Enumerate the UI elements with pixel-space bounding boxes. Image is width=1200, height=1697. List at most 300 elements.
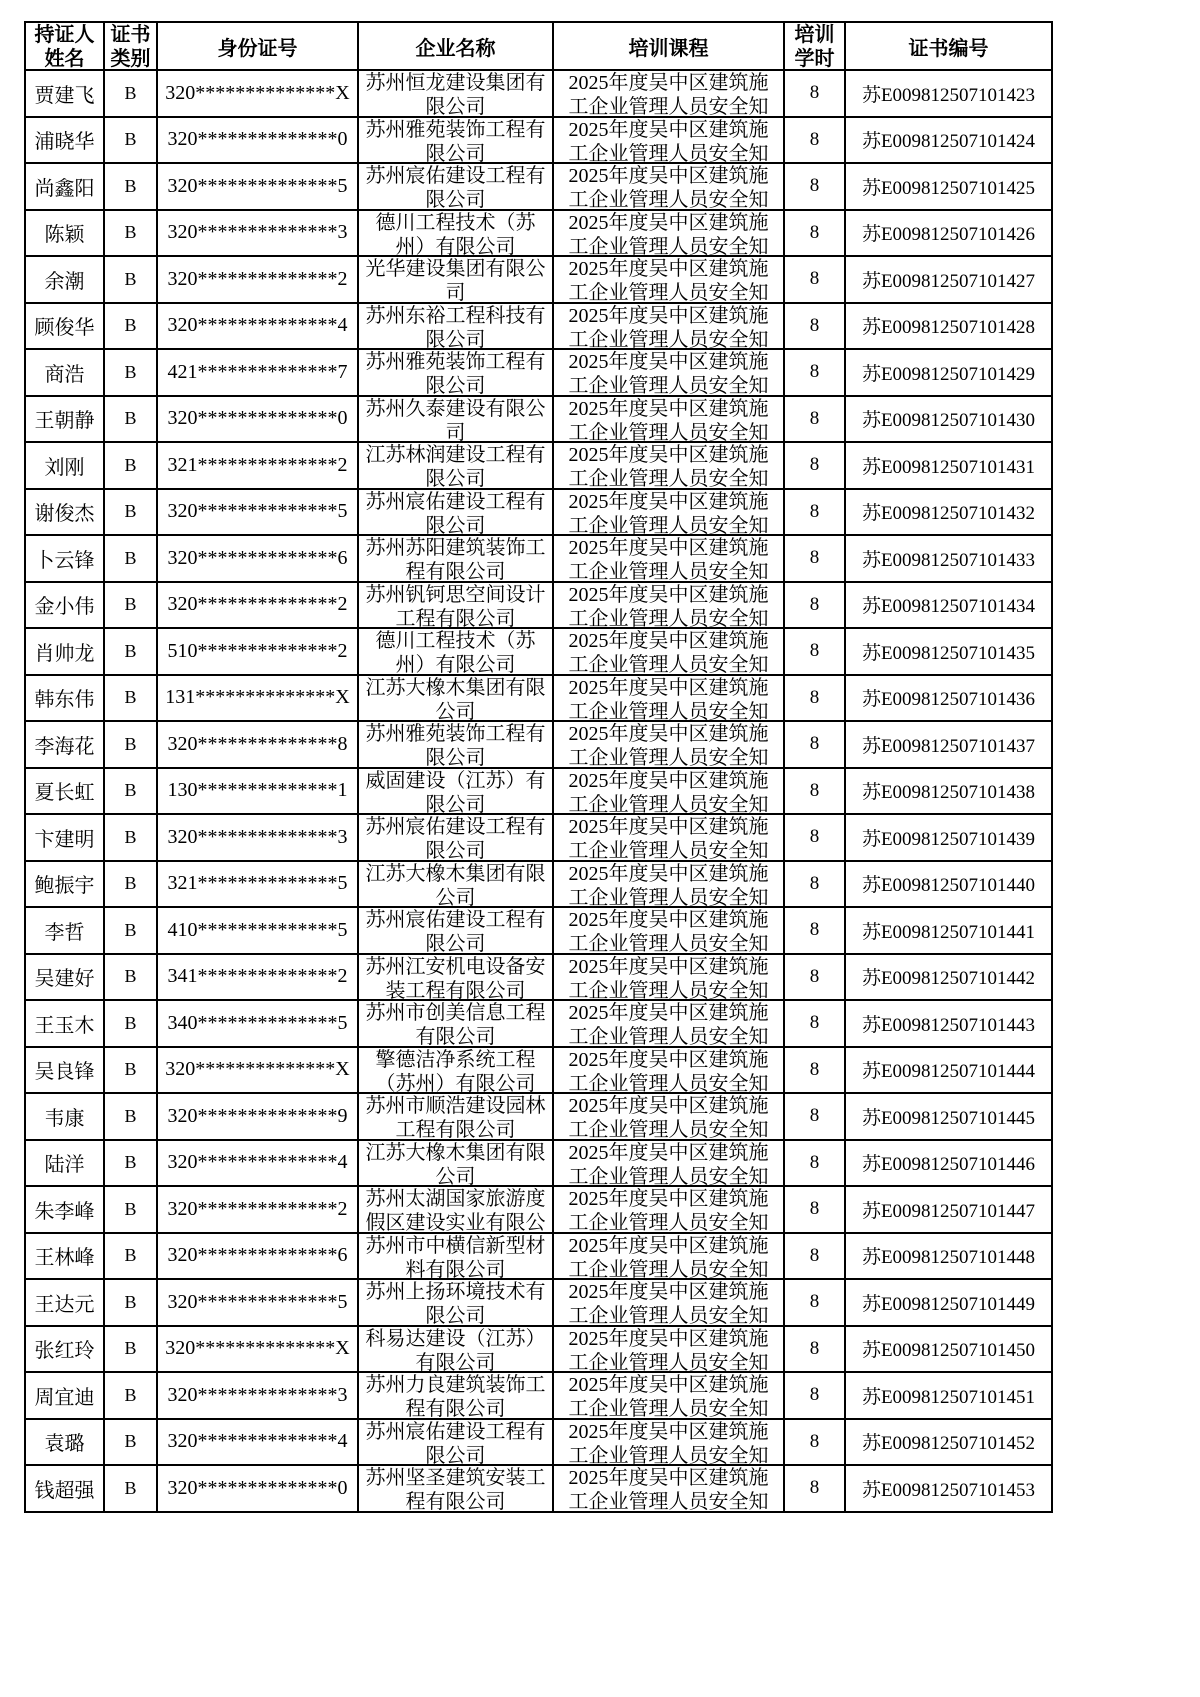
company-name: 苏州市中横信新型材 料有限公司 (365, 1234, 546, 1278)
table-row (25, 954, 1052, 1001)
id-number-cell (157, 163, 358, 210)
holder-name: 鲍振宇 (34, 875, 95, 898)
company-name: 科易达建设（江苏） 有限公司 (365, 1327, 546, 1371)
training-course-cell (553, 954, 784, 1001)
training-course: 2025年度吴中区建筑施 工企业管理人员安全知 (568, 909, 769, 953)
category-cell (104, 814, 157, 861)
header-company: 企业名称 (415, 37, 496, 60)
category-cell (104, 1000, 157, 1047)
holder-name-cell (25, 721, 104, 768)
certificate-number: 苏E009812507101443 (861, 1014, 1036, 1036)
company-name: 苏州恒龙建设集团有 限公司 (365, 72, 546, 116)
holder-name: 李海花 (34, 735, 95, 758)
training-hours: 8 (809, 779, 820, 801)
certificate-number: 苏E009812507101425 (861, 177, 1036, 199)
id-number-cell (157, 489, 358, 536)
training-hours: 8 (809, 872, 820, 894)
id-number: 320**************5 (167, 174, 348, 197)
company-name-cell (358, 1047, 553, 1094)
training-course-cell (553, 303, 784, 350)
holder-name: 夏长虹 (34, 782, 95, 805)
category-cell (104, 628, 157, 675)
company-name: 光华建设集团有限公 司 (365, 258, 546, 302)
id-number-cell (157, 210, 358, 257)
training-hours: 8 (809, 1012, 820, 1034)
certificate-number-cell (845, 582, 1052, 629)
table-row (25, 1140, 1052, 1187)
id-number: 320**************X (165, 81, 350, 104)
certificate-number-cell (845, 907, 1052, 954)
training-hours-cell (784, 1186, 845, 1233)
category: B (124, 1105, 137, 1126)
id-number: 320**************0 (167, 128, 348, 151)
training-course-cell (553, 117, 784, 164)
category-cell (104, 256, 157, 303)
id-number: 341**************2 (167, 965, 348, 988)
id-number-cell (157, 1326, 358, 1373)
holder-name-cell (25, 1140, 104, 1187)
training-course: 2025年度吴中区建筑施 工企业管理人员安全知 (568, 1420, 769, 1464)
category: B (124, 873, 137, 894)
training-course: 2025年度吴中区建筑施 工企业管理人员安全知 (568, 72, 769, 116)
certificate-number: 苏E009812507101451 (861, 1386, 1036, 1408)
training-course: 2025年度吴中区建筑施 工企业管理人员安全知 (568, 1141, 769, 1185)
id-number: 320**************8 (167, 732, 348, 755)
category: B (124, 547, 137, 568)
training-hours: 8 (809, 361, 820, 383)
certificate-number-cell (845, 861, 1052, 908)
training-course: 2025年度吴中区建筑施 工企业管理人员安全知 (568, 304, 769, 348)
certificate-number: 苏E009812507101426 (861, 224, 1036, 246)
table-row (25, 396, 1052, 443)
holder-name-cell (25, 675, 104, 722)
holder-name-cell (25, 489, 104, 536)
category-cell (104, 1233, 157, 1280)
id-number: 320**************5 (167, 500, 348, 523)
category-cell (104, 1186, 157, 1233)
company-name: 江苏大橡木集团有限 公司 (365, 862, 546, 906)
certificate-number-cell (845, 1186, 1052, 1233)
category-cell (104, 582, 157, 629)
company-name: 苏州钒钶思空间设计 工程有限公司 (365, 583, 546, 627)
training-course-cell (553, 1233, 784, 1280)
id-number-cell (157, 1233, 358, 1280)
company-name-cell (358, 1186, 553, 1233)
training-course-cell (553, 535, 784, 582)
id-number-cell (157, 1465, 358, 1512)
id-number: 320**************2 (167, 267, 348, 290)
training-course-cell (553, 1419, 784, 1466)
category-cell (104, 1140, 157, 1187)
holder-name: 王林峰 (34, 1247, 95, 1270)
company-name: 苏州东裕工程科技有 限公司 (365, 304, 546, 348)
company-name-cell (358, 768, 553, 815)
certificate-number-cell (845, 1093, 1052, 1140)
certificate-number-cell (845, 1326, 1052, 1373)
training-hours-cell (784, 1465, 845, 1512)
header-cert-number-cell (845, 22, 1052, 70)
certificate-number: 苏E009812507101423 (861, 84, 1036, 106)
training-course: 2025年度吴中区建筑施 工企业管理人员安全知 (568, 583, 769, 627)
id-number-cell (157, 349, 358, 396)
training-course: 2025年度吴中区建筑施 工企业管理人员安全知 (568, 258, 769, 302)
category-cell (104, 1372, 157, 1419)
category: B (124, 1477, 137, 1498)
table-row (25, 675, 1052, 722)
header-cert-number: 证书编号 (908, 37, 989, 60)
id-number: 320**************3 (167, 221, 348, 244)
category-cell (104, 954, 157, 1001)
training-hours-cell (784, 396, 845, 443)
training-course: 2025年度吴中区建筑施 工企业管理人员安全知 (568, 862, 769, 906)
category-cell (104, 1326, 157, 1373)
training-course-cell (553, 907, 784, 954)
certificate-number-cell (845, 210, 1052, 257)
holder-name-cell (25, 1372, 104, 1419)
training-hours: 8 (809, 826, 820, 848)
category: B (124, 82, 137, 103)
category-cell (104, 70, 157, 117)
holder-name: 王达元 (34, 1293, 95, 1316)
id-number: 320**************4 (167, 1151, 348, 1174)
training-course: 2025年度吴中区建筑施 工企业管理人员安全知 (568, 211, 769, 255)
training-hours-cell (784, 1419, 845, 1466)
training-hours-cell (784, 721, 845, 768)
training-hours: 8 (809, 733, 820, 755)
certificate-number-cell (845, 721, 1052, 768)
company-name: 苏州力良建筑装饰工 程有限公司 (365, 1374, 546, 1418)
certificate-number: 苏E009812507101438 (861, 782, 1036, 804)
certificate-number: 苏E009812507101442 (861, 968, 1036, 990)
company-name: 苏州苏阳建筑装饰工 程有限公司 (365, 537, 546, 581)
company-name-cell (358, 814, 553, 861)
id-number: 320**************4 (167, 1430, 348, 1453)
id-number: 321**************5 (167, 872, 348, 895)
training-course: 2025年度吴中区建筑施 工企业管理人员安全知 (568, 1281, 769, 1325)
id-number: 131**************X (165, 686, 350, 709)
training-course-cell (553, 582, 784, 629)
id-number-cell (157, 535, 358, 582)
id-number: 130**************1 (167, 779, 348, 802)
id-number-cell (157, 1419, 358, 1466)
category: B (124, 1384, 137, 1405)
certificate-number-cell (845, 1140, 1052, 1187)
category-cell (104, 1465, 157, 1512)
table-header (25, 22, 1052, 70)
holder-name-cell (25, 814, 104, 861)
company-name: 江苏林润建设工程有 限公司 (365, 444, 546, 488)
id-number-cell (157, 814, 358, 861)
training-hours-cell (784, 349, 845, 396)
certificate-number: 苏E009812507101430 (861, 410, 1036, 432)
training-course-cell (553, 1047, 784, 1094)
certificate-number-cell (845, 768, 1052, 815)
company-name-cell (358, 721, 553, 768)
company-name-cell (358, 1093, 553, 1140)
certificate-number: 苏E009812507101436 (861, 689, 1036, 711)
training-course-cell (553, 1000, 784, 1047)
id-number: 510**************2 (167, 639, 348, 662)
holder-name-cell (25, 256, 104, 303)
training-course: 2025年度吴中区建筑施 工企业管理人员安全知 (568, 769, 769, 813)
holder-name-cell (25, 1419, 104, 1466)
holder-name: 钱超强 (34, 1479, 95, 1502)
category-cell (104, 1279, 157, 1326)
id-number-cell (157, 256, 358, 303)
header-holder-name: 持证人 姓名 (34, 24, 95, 69)
training-hours: 8 (809, 314, 820, 336)
table-row (25, 1465, 1052, 1512)
certificate-number-cell (845, 1047, 1052, 1094)
company-name: 苏州坚圣建筑安装工 程有限公司 (365, 1467, 546, 1511)
table-row (25, 1326, 1052, 1373)
table-row (25, 1047, 1052, 1094)
training-hours: 8 (809, 221, 820, 243)
company-name: 苏州宸佑建设工程有 限公司 (365, 909, 546, 953)
id-number: 320**************6 (167, 1244, 348, 1267)
table-row (25, 814, 1052, 861)
training-course-cell (553, 814, 784, 861)
training-hours: 8 (809, 454, 820, 476)
category: B (124, 408, 137, 429)
training-hours-cell (784, 163, 845, 210)
category-cell (104, 1093, 157, 1140)
training-hours-cell (784, 256, 845, 303)
table-row (25, 1093, 1052, 1140)
training-course-cell (553, 1372, 784, 1419)
holder-name-cell (25, 1465, 104, 1512)
table-row (25, 861, 1052, 908)
id-number: 321**************2 (167, 453, 348, 476)
certificate-number: 苏E009812507101446 (861, 1154, 1036, 1176)
training-course: 2025年度吴中区建筑施 工企业管理人员安全知 (568, 1048, 769, 1092)
training-hours: 8 (809, 1151, 820, 1173)
holder-name-cell (25, 1279, 104, 1326)
training-course: 2025年度吴中区建筑施 工企业管理人员安全知 (568, 1234, 769, 1278)
training-course: 2025年度吴中区建筑施 工企业管理人员安全知 (568, 676, 769, 720)
certificate-number: 苏E009812507101435 (861, 642, 1036, 664)
table-row (25, 907, 1052, 954)
training-course: 2025年度吴中区建筑施 工企业管理人员安全知 (568, 351, 769, 395)
company-name-cell (358, 1419, 553, 1466)
category-cell (104, 117, 157, 164)
training-course: 2025年度吴中区建筑施 工企业管理人员安全知 (568, 1327, 769, 1371)
category: B (124, 1012, 137, 1033)
header-course-cell (553, 22, 784, 70)
holder-name: 顾俊华 (34, 317, 95, 340)
category-cell (104, 210, 157, 257)
id-number-cell (157, 628, 358, 675)
id-number-cell (157, 907, 358, 954)
table-row (25, 1279, 1052, 1326)
certificate-number-cell (845, 1372, 1052, 1419)
id-number-cell (157, 1047, 358, 1094)
certificate-number-cell (845, 349, 1052, 396)
id-number-cell (157, 861, 358, 908)
table-row (25, 1186, 1052, 1233)
certificate-number-cell (845, 396, 1052, 443)
holder-name: 谢俊杰 (34, 503, 95, 526)
category-cell (104, 907, 157, 954)
holder-name: 陆洋 (44, 1154, 85, 1177)
table-row (25, 535, 1052, 582)
training-hours-cell (784, 768, 845, 815)
training-hours: 8 (809, 82, 820, 104)
company-name-cell (358, 489, 553, 536)
holder-name: 李哲 (44, 921, 85, 944)
id-number-cell (157, 582, 358, 629)
holder-name: 王朝静 (34, 410, 95, 433)
category: B (124, 1059, 137, 1080)
holder-name: 韦康 (44, 1107, 85, 1130)
certificate-number-cell (845, 814, 1052, 861)
category: B (124, 268, 137, 289)
company-name-cell (358, 1000, 553, 1047)
holder-name-cell (25, 210, 104, 257)
table-row (25, 768, 1052, 815)
training-course-cell (553, 675, 784, 722)
training-hours-cell (784, 628, 845, 675)
holder-name: 尚鑫阳 (34, 177, 95, 200)
table-row (25, 1419, 1052, 1466)
company-name: 江苏大橡木集团有限 公司 (365, 676, 546, 720)
category-cell (104, 1047, 157, 1094)
training-hours-cell (784, 117, 845, 164)
certificate-number-cell (845, 535, 1052, 582)
id-number: 320**************3 (167, 825, 348, 848)
training-hours-cell (784, 489, 845, 536)
table-row (25, 70, 1052, 117)
table-row (25, 163, 1052, 210)
training-hours-cell (784, 1279, 845, 1326)
category: B (124, 175, 137, 196)
category-cell (104, 163, 157, 210)
company-name: 苏州太湖国家旅游度 假区建设实业有限公 (365, 1188, 546, 1232)
holder-name-cell (25, 1000, 104, 1047)
category-cell (104, 535, 157, 582)
training-course: 2025年度吴中区建筑施 工企业管理人员安全知 (568, 1188, 769, 1232)
id-number: 320**************3 (167, 1383, 348, 1406)
training-hours: 8 (809, 1430, 820, 1452)
holder-name: 肖帅龙 (34, 642, 95, 665)
holder-name-cell (25, 1326, 104, 1373)
category: B (124, 1338, 137, 1359)
training-course-cell (553, 210, 784, 257)
holder-name: 王玉木 (34, 1014, 95, 1037)
training-course-cell (553, 1465, 784, 1512)
id-number: 410**************5 (167, 918, 348, 941)
company-name-cell (358, 1279, 553, 1326)
training-course: 2025年度吴中区建筑施 工企业管理人员安全知 (568, 1002, 769, 1046)
id-number: 320**************4 (167, 314, 348, 337)
holder-name: 金小伟 (34, 596, 95, 619)
holder-name: 余潮 (44, 270, 85, 293)
id-number: 421**************7 (167, 360, 348, 383)
category-cell (104, 675, 157, 722)
training-course: 2025年度吴中区建筑施 工企业管理人员安全知 (568, 165, 769, 209)
training-hours: 8 (809, 686, 820, 708)
training-course-cell (553, 1279, 784, 1326)
table-row (25, 489, 1052, 536)
holder-name-cell (25, 349, 104, 396)
table-row (25, 1000, 1052, 1047)
certificate-number: 苏E009812507101450 (861, 1340, 1036, 1362)
category: B (124, 640, 137, 661)
company-name-cell (358, 628, 553, 675)
training-hours: 8 (809, 547, 820, 569)
id-number-cell (157, 442, 358, 489)
id-number: 320**************X (165, 1337, 350, 1360)
certificate-number: 苏E009812507101437 (861, 735, 1036, 757)
training-hours: 8 (809, 1198, 820, 1220)
holder-name: 袁璐 (44, 1433, 85, 1456)
training-hours-cell (784, 1326, 845, 1373)
training-course: 2025年度吴中区建筑施 工企业管理人员安全知 (568, 490, 769, 534)
company-name-cell (358, 210, 553, 257)
holder-name: 贾建飞 (34, 84, 95, 107)
certificate-number-cell (845, 675, 1052, 722)
training-hours: 8 (809, 1291, 820, 1313)
training-hours-cell (784, 675, 845, 722)
category: B (124, 222, 137, 243)
training-course-cell (553, 396, 784, 443)
certificate-number-cell (845, 1465, 1052, 1512)
category: B (124, 1198, 137, 1219)
training-hours: 8 (809, 1058, 820, 1080)
table-row (25, 628, 1052, 675)
training-hours-cell (784, 1000, 845, 1047)
holder-name: 周宜迪 (34, 1386, 95, 1409)
training-hours-cell (784, 1140, 845, 1187)
certificate-number: 苏E009812507101431 (861, 456, 1036, 478)
company-name-cell (358, 1326, 553, 1373)
certificate-number-cell (845, 1233, 1052, 1280)
id-number: 320**************0 (167, 1476, 348, 1499)
company-name-cell (358, 163, 553, 210)
id-number: 320**************5 (167, 1290, 348, 1313)
category: B (124, 733, 137, 754)
id-number-cell (157, 768, 358, 815)
training-course: 2025年度吴中区建筑施 工企业管理人员安全知 (568, 723, 769, 767)
certificate-number: 苏E009812507101432 (861, 503, 1036, 525)
training-course-cell (553, 70, 784, 117)
training-course-cell (553, 628, 784, 675)
id-number: 320**************2 (167, 1197, 348, 1220)
holder-name-cell (25, 396, 104, 443)
table-row (25, 1372, 1052, 1419)
id-number-cell (157, 1000, 358, 1047)
category: B (124, 1431, 137, 1452)
holder-name: 刘刚 (44, 456, 85, 479)
certificate-number-cell (845, 256, 1052, 303)
category: B (124, 501, 137, 522)
training-hours: 8 (809, 128, 820, 150)
training-course: 2025年度吴中区建筑施 工企业管理人员安全知 (568, 444, 769, 488)
certificate-number: 苏E009812507101440 (861, 875, 1036, 897)
holder-name: 张红玲 (34, 1340, 95, 1363)
category: B (124, 1291, 137, 1312)
table-row (25, 442, 1052, 489)
id-number: 340**************5 (167, 1011, 348, 1034)
certificate-number-cell (845, 1419, 1052, 1466)
id-number-cell (157, 1093, 358, 1140)
training-hours: 8 (809, 1384, 820, 1406)
training-course: 2025年度吴中区建筑施 工企业管理人员安全知 (568, 630, 769, 674)
id-number-cell (157, 1186, 358, 1233)
category: B (124, 361, 137, 382)
category: B (124, 594, 137, 615)
certificate-number: 苏E009812507101428 (861, 317, 1036, 339)
